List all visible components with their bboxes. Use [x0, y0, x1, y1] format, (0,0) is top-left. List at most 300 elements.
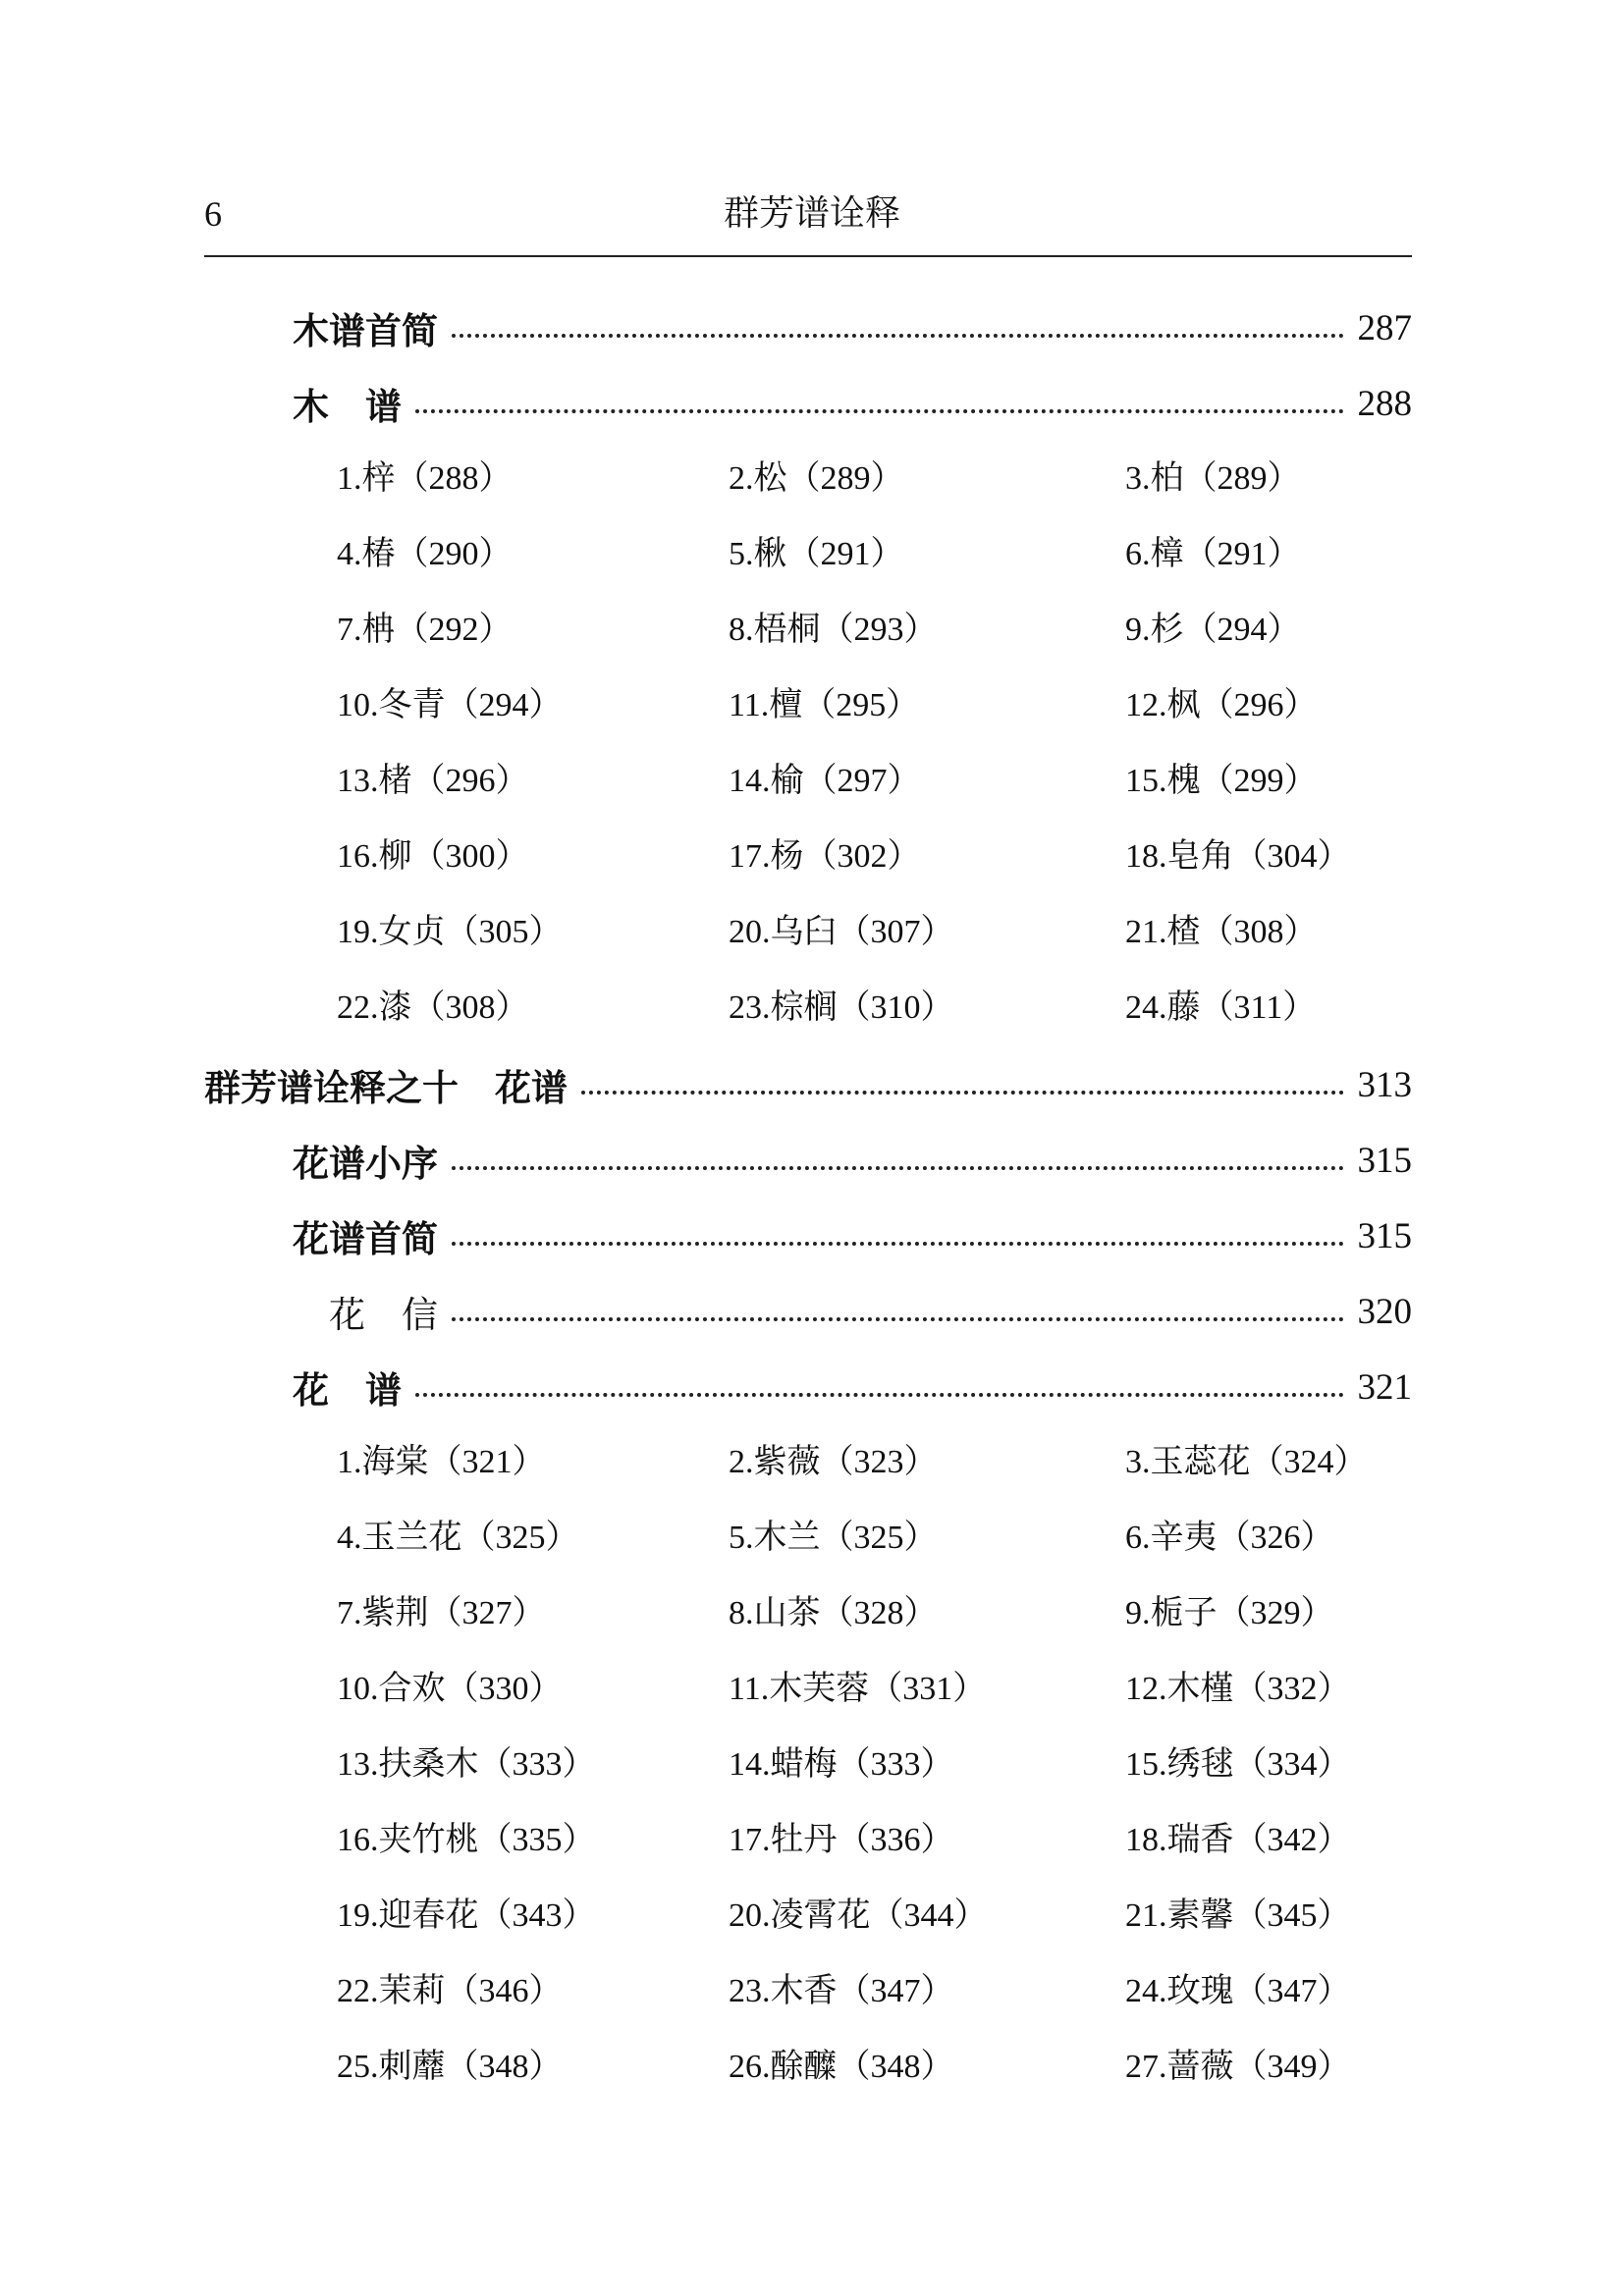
toc-item-number: 20. [729, 1897, 771, 1934]
paren-close: ） [1267, 458, 1301, 498]
toc-item-name: 玉蕊花 [1150, 1442, 1251, 1481]
toc-item-number: 12. [1125, 687, 1167, 723]
toc-item-page: 326 [1250, 1520, 1301, 1556]
paren-close: ） [1317, 1820, 1351, 1859]
paren-close: ） [903, 1518, 938, 1557]
toc-item-page: 343 [512, 1897, 563, 1934]
toc-item[interactable] [729, 1814, 954, 1865]
paren-close: ） [953, 1896, 988, 1935]
paren-close: ） [886, 685, 920, 724]
paren-close: ） [920, 988, 954, 1027]
toc-item-number: 22. [337, 1973, 379, 2009]
toc-item-page: 289 [820, 460, 871, 497]
paren-close: ） [528, 1669, 563, 1708]
toc-item[interactable] [337, 906, 563, 957]
paren-open: （ [478, 1896, 513, 1935]
toc-item-page: 290 [428, 536, 479, 572]
toc-item-name: 凌霄花 [770, 1896, 871, 1935]
paren-open: （ [1183, 458, 1218, 498]
toc-item-number: 18. [1125, 838, 1167, 875]
toc-item-name: 梓 [361, 458, 396, 498]
toc-item[interactable] [337, 453, 513, 504]
toc-item-name: 柟 [361, 610, 396, 649]
toc-entry-mupu-shoujian[interactable] [293, 302, 1412, 353]
running-title: 群芳谱诠释 [723, 193, 900, 234]
toc-item-page: 310 [870, 989, 921, 1026]
paren-open: （ [1233, 1669, 1268, 1708]
paren-open: （ [428, 1442, 462, 1481]
toc-item-page: 321 [461, 1444, 513, 1480]
toc-item[interactable] [337, 2041, 563, 2092]
toc-item-page: 345 [1267, 1897, 1318, 1934]
paren-close: ） [562, 1744, 596, 1784]
toc-item-name: 玉兰花 [361, 1518, 462, 1557]
paren-close: ） [478, 534, 513, 573]
paren-close: ） [887, 761, 921, 800]
paren-close: ） [903, 1593, 938, 1632]
toc-item-number: 24. [1125, 1973, 1167, 2009]
paren-close: ） [495, 836, 529, 876]
toc-item-name: 绣毬 [1166, 1744, 1234, 1784]
toc-item[interactable] [1125, 528, 1301, 579]
toc-item-name: 椿 [361, 534, 396, 573]
toc-item-page: 328 [853, 1595, 904, 1631]
toc-item-page: 324 [1283, 1444, 1334, 1480]
toc-item-number: 14. [729, 763, 771, 799]
toc-item[interactable] [729, 1738, 954, 1789]
paren-close: ） [495, 761, 529, 800]
paren-close: ） [1317, 1971, 1351, 2010]
toc-item-name: 紫荆 [361, 1593, 429, 1632]
toc-item[interactable] [729, 528, 904, 579]
toc-item-page: 325 [853, 1520, 904, 1556]
paren-close: ） [1267, 534, 1301, 573]
toc-item-name: 楂 [1166, 912, 1201, 951]
toc-item[interactable] [729, 830, 921, 881]
paren-open: （ [1200, 912, 1234, 951]
toc-item[interactable] [1125, 1663, 1351, 1714]
paren-open: （ [1200, 988, 1234, 1027]
toc-item-page: 330 [478, 1671, 529, 1707]
paren-open: （ [1233, 1971, 1268, 2010]
paren-close: ） [528, 1971, 563, 2010]
paren-close: ） [920, 1744, 954, 1784]
toc-item-name: 木兰 [753, 1518, 821, 1557]
toc-item-number: 4. [337, 536, 362, 572]
toc-item-page: 342 [1267, 1822, 1318, 1858]
paren-close: ） [1283, 685, 1318, 724]
toc-item-name: 酴醾 [770, 2047, 838, 2086]
paren-open: （ [395, 610, 429, 649]
toc-item[interactable] [1125, 604, 1301, 655]
toc-item-number: 16. [337, 838, 379, 875]
toc-entry-huapu-shoujian[interactable] [293, 1210, 1412, 1261]
toc-entry-page: 321 [1357, 1366, 1412, 1408]
paren-close: ） [887, 836, 921, 876]
toc-item-number: 3. [1125, 1444, 1151, 1480]
dot-leader [452, 1317, 1344, 1321]
paren-open: （ [411, 988, 446, 1027]
paren-close: ） [903, 1442, 938, 1481]
toc-item-name: 杉 [1150, 610, 1184, 649]
toc-item-number: 19. [337, 1897, 379, 1934]
toc-item-number: 20. [729, 914, 771, 950]
toc-item-number: 5. [729, 536, 754, 572]
paren-close: ） [478, 610, 513, 649]
toc-item[interactable] [1125, 1814, 1351, 1865]
toc-item-page: 336 [870, 1822, 921, 1858]
paren-open: （ [1250, 1442, 1284, 1481]
paren-open: （ [1183, 534, 1218, 573]
toc-item-name: 榆 [770, 761, 804, 800]
toc-item-number: 5. [729, 1520, 754, 1556]
toc-item[interactable] [1125, 755, 1318, 806]
toc-item-name: 栀子 [1150, 1593, 1218, 1632]
toc-entry-mupu[interactable] [293, 378, 1412, 429]
toc-item[interactable] [1125, 1890, 1351, 1941]
toc-item-name: 刺蘼 [378, 2047, 446, 2086]
paren-open: （ [870, 1896, 904, 1935]
toc-item[interactable] [337, 604, 513, 655]
toc-item-number: 14. [729, 1746, 771, 1783]
toc-item-number: 22. [337, 989, 379, 1026]
toc-item-number: 15. [1125, 763, 1167, 799]
paren-open: （ [820, 610, 854, 649]
paren-open: （ [445, 912, 479, 951]
paren-close: ） [870, 458, 904, 498]
paren-open: （ [1183, 610, 1218, 649]
paren-close: ） [920, 1820, 954, 1859]
paren-open: （ [395, 458, 429, 498]
toc-item-name: 柏 [1150, 458, 1184, 498]
toc-item-name: 藤 [1166, 988, 1201, 1027]
paren-open: （ [428, 1593, 462, 1632]
toc-item-number: 6. [1125, 1520, 1151, 1556]
toc-item-name: 扶桑木 [378, 1744, 479, 1784]
toc-item-name: 槐 [1166, 761, 1201, 800]
toc-item[interactable] [729, 1512, 938, 1563]
toc-item-page: 293 [853, 612, 904, 648]
toc-item-page: 331 [902, 1671, 953, 1707]
toc-item[interactable] [337, 1663, 563, 1714]
toc-item[interactable] [1125, 830, 1351, 881]
paren-open: （ [1200, 685, 1234, 724]
toc-entry-label: 花 谱 [293, 1368, 402, 1412]
toc-item-name: 乌臼 [770, 912, 838, 951]
toc-item-page: 344 [903, 1897, 954, 1934]
paren-close: ） [1317, 1896, 1351, 1935]
paren-close: ） [920, 912, 954, 951]
paren-close: ） [1282, 988, 1317, 1027]
paren-close: ） [528, 685, 563, 724]
toc-item-number: 19. [337, 914, 379, 950]
paren-open: （ [478, 1744, 513, 1784]
paren-open: （ [445, 685, 479, 724]
toc-item-name: 辛夷 [1150, 1518, 1218, 1557]
paren-open: （ [786, 458, 821, 498]
toc-item-name: 檀 [769, 685, 803, 724]
toc-item-name: 素馨 [1166, 1896, 1234, 1935]
toc-entry-label: 木 谱 [293, 385, 402, 428]
toc-item[interactable] [337, 1738, 596, 1789]
toc-item[interactable] [1125, 679, 1318, 730]
toc-item-number: 1. [337, 1444, 362, 1480]
toc-item[interactable] [729, 1436, 938, 1487]
toc-item-page: 295 [836, 687, 887, 723]
toc-entry-chapter-ten-huapu[interactable] [204, 1059, 1412, 1110]
toc-item-number: 2. [729, 460, 754, 497]
paren-close: ） [920, 2047, 954, 2086]
paren-close: ） [478, 458, 513, 498]
toc-entry-huapu-xiaoxu[interactable] [293, 1135, 1412, 1186]
toc-item-page: 347 [1267, 1973, 1318, 2009]
dot-leader [581, 1091, 1344, 1095]
paren-open: （ [1217, 1518, 1251, 1557]
toc-item[interactable] [337, 982, 529, 1033]
toc-item-name: 梧桐 [753, 610, 821, 649]
toc-item[interactable] [1125, 906, 1318, 957]
toc-item-number: 2. [729, 1444, 754, 1480]
paren-open: （ [802, 685, 837, 724]
paren-open: （ [820, 1442, 854, 1481]
toc-item-name: 皂角 [1166, 836, 1234, 876]
toc-item-name: 女贞 [378, 912, 446, 951]
toc-item[interactable] [1125, 1587, 1334, 1638]
toc-entry-page: 288 [1357, 383, 1412, 424]
toc-item[interactable] [729, 1587, 938, 1638]
paren-open: （ [1233, 1820, 1268, 1859]
toc-item-number: 25. [337, 2049, 379, 2085]
paren-open: （ [1233, 2047, 1268, 2086]
toc-item[interactable] [729, 453, 904, 504]
toc-item-page: 346 [478, 1973, 529, 2009]
paren-open: （ [411, 836, 446, 876]
paren-open: （ [820, 1518, 854, 1557]
toc-item-name: 蔷薇 [1166, 2047, 1234, 2086]
toc-item[interactable] [1125, 1738, 1351, 1789]
toc-item[interactable] [337, 755, 529, 806]
toc-item-number: 3. [1125, 460, 1151, 497]
toc-item-number: 7. [337, 1595, 362, 1631]
paren-open: （ [1233, 1744, 1268, 1784]
toc-item-name: 玫瑰 [1166, 1971, 1234, 2010]
dot-leader [415, 1393, 1344, 1397]
toc-item-number: 17. [729, 838, 771, 875]
toc-item[interactable] [337, 1512, 579, 1563]
paren-open: （ [837, 1820, 871, 1859]
paren-close: ） [1317, 2047, 1351, 2086]
toc-item-page: 323 [853, 1444, 904, 1480]
toc-item[interactable] [729, 906, 954, 957]
toc-item[interactable] [729, 982, 954, 1033]
paren-open: （ [1217, 1593, 1251, 1632]
toc-item-number: 8. [729, 612, 754, 648]
paren-open: （ [445, 1669, 479, 1708]
toc-item-name: 楮 [378, 761, 412, 800]
toc-item-page: 299 [1233, 763, 1284, 799]
toc-item-page: 347 [870, 1973, 921, 2009]
toc-item[interactable] [1125, 1512, 1334, 1563]
paren-close: ） [920, 1971, 954, 2010]
toc-entry-page: 315 [1357, 1215, 1412, 1256]
page-number: 6 [204, 194, 222, 234]
toc-item-page: 294 [1217, 612, 1268, 648]
toc-item[interactable] [337, 1814, 596, 1865]
toc-item-page: 327 [461, 1595, 513, 1631]
toc-item[interactable] [729, 679, 919, 730]
toc-item-page: 308 [1233, 914, 1284, 950]
paren-open: （ [445, 2047, 479, 2086]
toc-entry-page: 320 [1357, 1291, 1412, 1332]
paren-close: ） [1333, 1442, 1368, 1481]
toc-item-number: 18. [1125, 1822, 1167, 1858]
paren-close: ） [870, 534, 904, 573]
toc-item-name: 枫 [1166, 685, 1201, 724]
toc-item-page: 291 [1217, 536, 1268, 572]
toc-item[interactable] [1125, 453, 1301, 504]
paren-open: （ [445, 1971, 479, 2010]
paren-open: （ [837, 1971, 871, 2010]
header-rule [204, 255, 1412, 257]
paren-close: ） [562, 1820, 596, 1859]
toc-item[interactable] [337, 1890, 596, 1941]
toc-item[interactable] [337, 679, 563, 730]
toc-item-name: 杨 [770, 836, 804, 876]
paren-close: ） [545, 1518, 579, 1557]
toc-item-number: 21. [1125, 1897, 1167, 1934]
toc-entry-label: 木谱首简 [293, 309, 438, 352]
toc-item[interactable] [1125, 982, 1316, 1033]
paren-close: ） [952, 1669, 987, 1708]
toc-item-page: 335 [512, 1822, 563, 1858]
toc-item-number: 7. [337, 612, 362, 648]
toc-entry-huaxin[interactable] [329, 1286, 1412, 1337]
toc-item-number: 26. [729, 2049, 771, 2085]
paren-open: （ [837, 988, 871, 1027]
paren-open: （ [478, 1820, 513, 1859]
toc-item[interactable] [337, 830, 529, 881]
toc-item-page: 291 [820, 536, 871, 572]
toc-item-page: 292 [428, 612, 479, 648]
paren-open: （ [395, 534, 429, 573]
toc-item[interactable] [337, 1587, 546, 1638]
paren-close: ） [1300, 1518, 1334, 1557]
toc-item-name: 木香 [770, 1971, 838, 2010]
toc-item-name: 合欢 [378, 1669, 446, 1708]
paren-open: （ [1233, 836, 1268, 876]
toc-item-page: 289 [1217, 460, 1268, 497]
toc-item-number: 12. [1125, 1671, 1167, 1707]
toc-entry-label: 花 信 [329, 1294, 438, 1336]
paren-close: ） [528, 2047, 563, 2086]
toc-item[interactable] [1125, 1436, 1368, 1487]
toc-item-name: 瑞香 [1166, 1820, 1234, 1859]
toc-item-page: 311 [1233, 989, 1283, 1026]
toc-item[interactable] [337, 528, 513, 579]
toc-item-number: 15. [1125, 1746, 1167, 1783]
paren-open: （ [786, 534, 821, 573]
dot-leader [452, 334, 1344, 338]
toc-item-name: 山茶 [753, 1593, 821, 1632]
toc-item-number: 16. [337, 1822, 379, 1858]
toc-item-page: 325 [495, 1520, 546, 1556]
toc-item-name: 木槿 [1166, 1669, 1234, 1708]
toc-entry-page: 287 [1357, 307, 1412, 348]
dot-leader [415, 409, 1344, 413]
toc-item-name: 夹竹桃 [378, 1820, 479, 1859]
toc-item-number: 21. [1125, 914, 1167, 950]
paren-close: ） [1283, 761, 1318, 800]
dot-leader [452, 1242, 1344, 1246]
paren-open: （ [837, 2047, 871, 2086]
toc-item-name: 迎春花 [378, 1896, 479, 1935]
paren-open: （ [411, 761, 446, 800]
toc-item-name: 松 [753, 458, 787, 498]
toc-item-name: 紫薇 [753, 1442, 821, 1481]
toc-entry-page: 313 [1357, 1064, 1412, 1105]
toc-item-page: 349 [1267, 2049, 1318, 2085]
paren-close: ） [1317, 1669, 1351, 1708]
toc-item[interactable] [729, 2041, 954, 2092]
toc-item-name: 茉莉 [378, 1971, 446, 2010]
toc-item-number: 13. [337, 763, 379, 799]
toc-item-page: 332 [1267, 1671, 1318, 1707]
paren-open: （ [1200, 761, 1234, 800]
toc-item-page: 304 [1267, 838, 1318, 875]
toc-item-page: 296 [445, 763, 496, 799]
toc-item-number: 10. [337, 1671, 379, 1707]
toc-item[interactable] [729, 1890, 988, 1941]
toc-item-name: 棕榈 [770, 988, 838, 1027]
toc-item-name: 楸 [753, 534, 787, 573]
toc-item[interactable] [337, 1965, 563, 2016]
toc-entry-label: 花谱小序 [293, 1142, 438, 1185]
paren-close: ） [903, 610, 938, 649]
paren-open: （ [837, 912, 871, 951]
paren-close: ） [1300, 1593, 1334, 1632]
toc-item-number: 8. [729, 1595, 754, 1631]
toc-item-number: 23. [729, 989, 771, 1026]
toc-item-number: 9. [1125, 1595, 1151, 1631]
toc-item[interactable] [337, 1436, 546, 1487]
toc-item-number: 27. [1125, 2049, 1167, 2085]
toc-item-number: 10. [337, 687, 379, 723]
toc-item[interactable] [729, 1663, 986, 1714]
toc-item[interactable] [1125, 2041, 1351, 2092]
toc-item[interactable] [1125, 1965, 1351, 2016]
toc-item-page: 334 [1267, 1746, 1318, 1783]
toc-item-number: 4. [337, 1520, 362, 1556]
paren-open: （ [820, 1593, 854, 1632]
paren-open: （ [869, 1669, 903, 1708]
toc-item-name: 海棠 [361, 1442, 429, 1481]
toc-item[interactable] [729, 604, 938, 655]
toc-item-number: 13. [337, 1746, 379, 1783]
paren-open: （ [803, 761, 838, 800]
toc-entry-huapu[interactable] [293, 1362, 1412, 1413]
toc-item-number: 17. [729, 1822, 771, 1858]
toc-item-page: 296 [1233, 687, 1284, 723]
paren-close: ） [512, 1442, 546, 1481]
paren-open: （ [837, 1744, 871, 1784]
toc-item[interactable] [729, 755, 921, 806]
toc-entry-page: 315 [1357, 1140, 1412, 1181]
toc-item-page: 300 [445, 838, 496, 875]
toc-item[interactable] [729, 1965, 954, 2016]
paren-open: （ [1233, 1896, 1268, 1935]
toc-item-page: 333 [512, 1746, 563, 1783]
paren-close: ） [1317, 1744, 1351, 1784]
